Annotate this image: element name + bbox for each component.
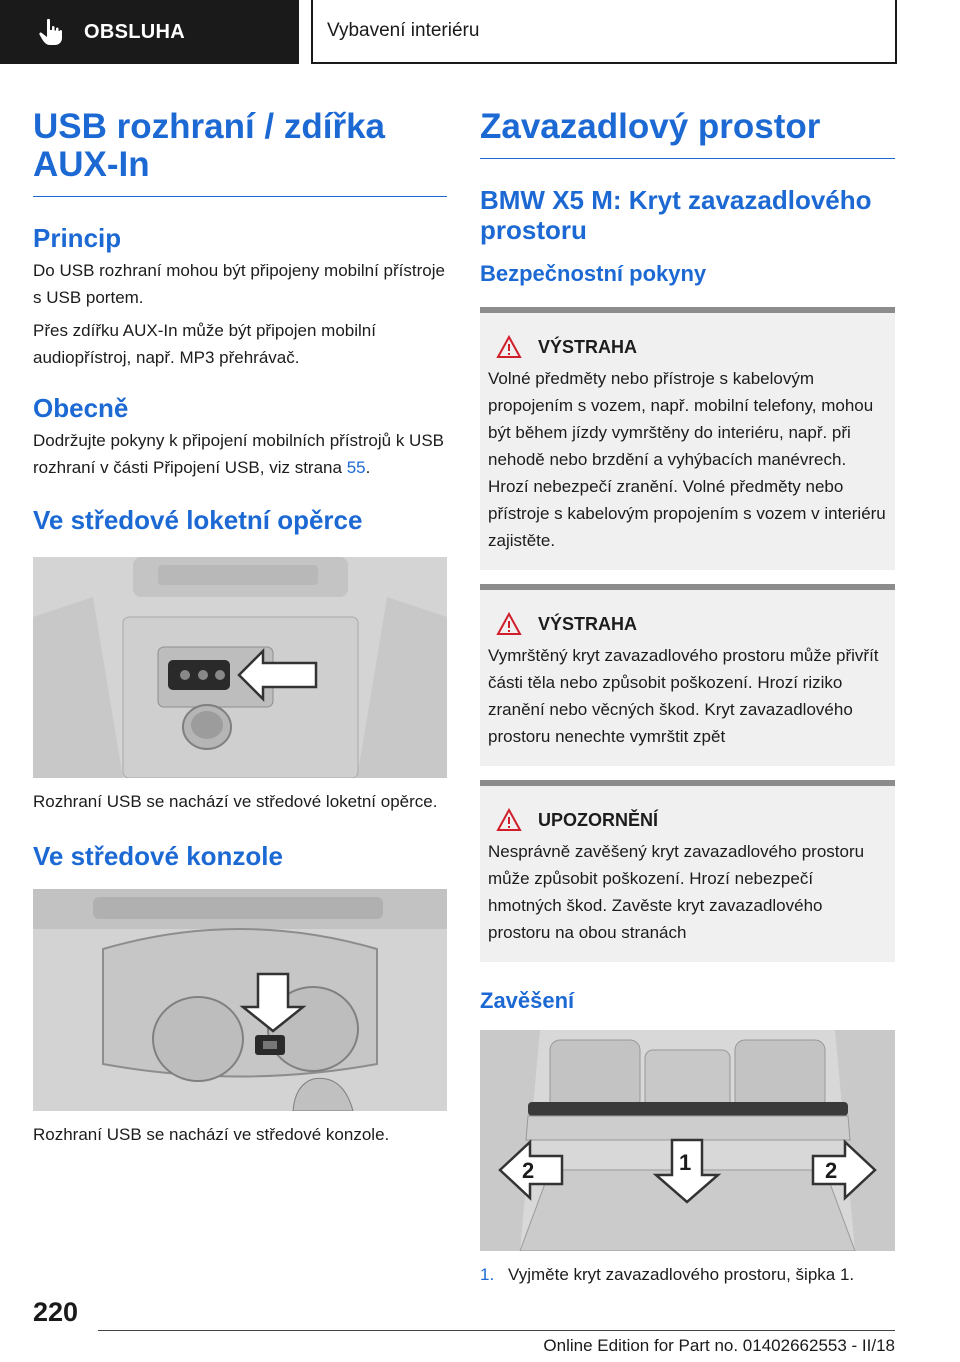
console-usb-photo [33, 889, 447, 1111]
warning-text-2: Vymrštěný kryt zavazadlového prostoru může přivřít části těla nebo způsobit poškození. Hrozí riziko zranění nebo věcných škod. Kryt zavazadlového prostoru nenechte vymrštit zpět [488, 646, 879, 746]
footer-rule [98, 1330, 895, 1331]
warning-triangle-icon [496, 808, 522, 832]
warning-label-2: VÝSTRAHA [538, 613, 638, 634]
warning-label-1: VÝSTRAHA [538, 336, 638, 357]
warning-triangle-icon [496, 612, 522, 636]
obecne-text-end: . [365, 458, 371, 477]
konzole-caption: Rozhraní USB se nachází ve středové konzole. [33, 1125, 390, 1144]
arrow-label-left: 2 [522, 1158, 535, 1183]
hand-icon [38, 18, 64, 46]
notice-text: Nesprávně zavěšený kryt zavazadlového prostoru může způsobit poškození. Hrozí nebezpečí hmotných škod. Zavěste kryt zavazadlového prostoru na obou stranách [488, 842, 865, 942]
page-header [0, 0, 960, 66]
step-item [480, 1265, 895, 1285]
warning-text-1: Volné předměty nebo přístroje s kabelovým propojením s vozem, např. mobilní telefony, mohou být během jízdy vymrštěny do interiéru, např. při nehodě nebo brzdění a vyhýbacích manévrech. Hrozí nebezpečí zranění. Volné předměty nebo přístroje s kabelovým propojením s vozem v interiéru zajistěte. [488, 369, 886, 550]
chapter-tab [311, 0, 897, 64]
princip-heading: Princip [33, 223, 122, 253]
safety-heading: Bezpečnostní pokyny [480, 261, 707, 286]
title-rule-right [480, 158, 895, 159]
warning-triangle-icon [496, 335, 522, 359]
notice-label: UPOZORNĚNÍ [538, 809, 659, 830]
obecne-heading: Obecně [33, 393, 129, 423]
arrow-label-center: 1 [679, 1150, 692, 1175]
chapter-label: Vybavení interiéru [327, 20, 480, 41]
right-column [480, 96, 895, 1285]
loketni-caption: Rozhraní USB se nachází ve středové loketní opěrce. [33, 792, 438, 811]
warning-box-2 [480, 584, 895, 766]
step-text: Vyjměte kryt zavazadlového prostoru, šipka 1. [508, 1265, 855, 1284]
page-number: 220 [33, 1297, 79, 1327]
zaveseni-heading: Zavěšení [480, 988, 575, 1013]
edition-note: Online Edition for Part no. 01402662553 - II/18 [543, 1336, 895, 1355]
left-column [33, 96, 447, 1148]
princip-text-2: Přes zdířku AUX-In může být připojen mobilní audiopřístroj, např. MP3 přehrávač. [33, 321, 376, 367]
section-tab [0, 0, 299, 64]
cargo-title: Zavazadlový prostor [480, 107, 821, 146]
console-illustration [33, 889, 447, 1111]
warning-box-3 [480, 780, 895, 962]
princip-text-1: Do USB rozhraní mohou být připojeny mobilní přístroje s USB portem. [33, 261, 445, 307]
cargo-cover-photo [480, 1030, 895, 1251]
step-number: 1. [480, 1265, 495, 1284]
arrow-label-right: 2 [825, 1158, 838, 1183]
obecne-text [33, 427, 447, 481]
usb-title: USB rozhraní / zdířka AUX-In [33, 107, 386, 184]
warning-box-1 [480, 307, 895, 570]
page-reference-link[interactable]: 55 [346, 458, 366, 477]
x5m-subtitle: BMW X5 M: Kryt zavazadlového prostoru [480, 185, 872, 245]
obecne-text-main: Dodržujte pokyny k připojení mobilních přístrojů k USB rozhraní v části Připojení USB, viz strana [33, 431, 445, 477]
title-rule [33, 196, 447, 197]
section-label: OBSLUHA [84, 20, 185, 43]
konzole-heading: Ve středové konzole [33, 841, 283, 871]
armrest-usb-photo [33, 557, 447, 778]
armrest-illustration [33, 557, 447, 778]
loketni-heading: Ve středové loketní opěrce [33, 505, 363, 535]
cargo-illustration [480, 1030, 895, 1251]
